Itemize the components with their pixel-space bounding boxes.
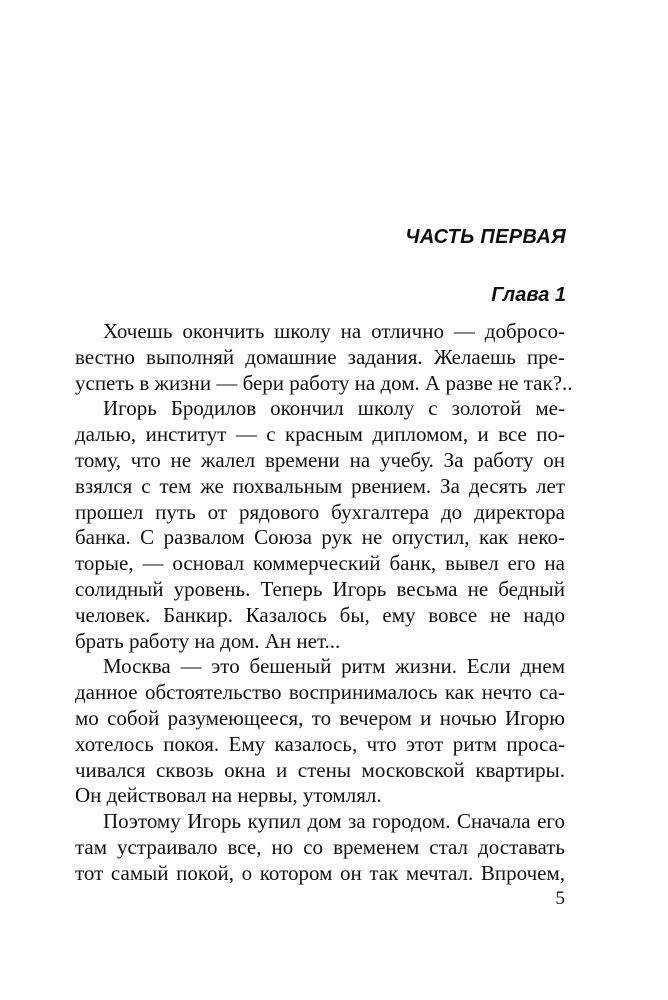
text-line: человек. Банкир. Казалось бы, ему вовсе не надо [75, 602, 565, 627]
text-line: солидный уровень. Теперь Игорь весьма не бедный [75, 576, 565, 601]
text-line: успеть в жизни — бери работу на дом. А разве не так?.. [75, 370, 573, 395]
text-line: там устраивало все, но со временем стал доставать [75, 834, 565, 859]
text-line: прошел путь от рядового бухгалтера до директора [75, 499, 565, 524]
text-line: Поэтому Игорь купил дом за городом. Сначала его [103, 809, 565, 834]
text-line: Москва — это бешеный ритм жизни. Если днем [103, 654, 565, 679]
text-line: брать работу на дом. Ан нет... [75, 628, 341, 653]
text-line: Он действовал на нервы, утомлял. [75, 783, 382, 808]
text-line: далью, институт — с красным дипломом, и все по- [75, 422, 565, 447]
body-text [75, 319, 573, 887]
text-line: Хочешь окончить школу на отлично — добросо- [103, 319, 565, 343]
text-line: вестно выполняй домашние задания. Желаешь пре- [75, 344, 565, 369]
text-line: тому, что не жалел времени на учебу. За работу он [75, 447, 565, 472]
chapter-title: Глава 1 [491, 284, 566, 306]
page-number: 5 [555, 888, 565, 909]
text-line: торые, — основал коммерческий банк, вывел его на [75, 551, 565, 576]
text-line: взялся с тем же похвальным рвением. За десять лет [75, 473, 565, 498]
text-line: данное обстоятельство воспринималось как нечто са- [75, 680, 565, 705]
text-line: чивался сквозь окна и стены московской квартиры. [75, 757, 565, 782]
text-line: Игорь Бродилов окончил школу с золотой ме- [103, 396, 565, 421]
part-title: ЧАСТЬ ПЕРВАЯ [405, 226, 566, 248]
text-line: банка. С развалом Союза рук не опустил, как неко- [75, 525, 565, 550]
text-line: тот самый покой, о котором он так мечтал. Впрочем, [75, 860, 565, 885]
text-line: хотелось покоя. Ему казалось, что этот ритм проса- [75, 731, 565, 756]
text-line: мо собой разумеющееся, то вечером и ночью Игорю [75, 705, 565, 730]
